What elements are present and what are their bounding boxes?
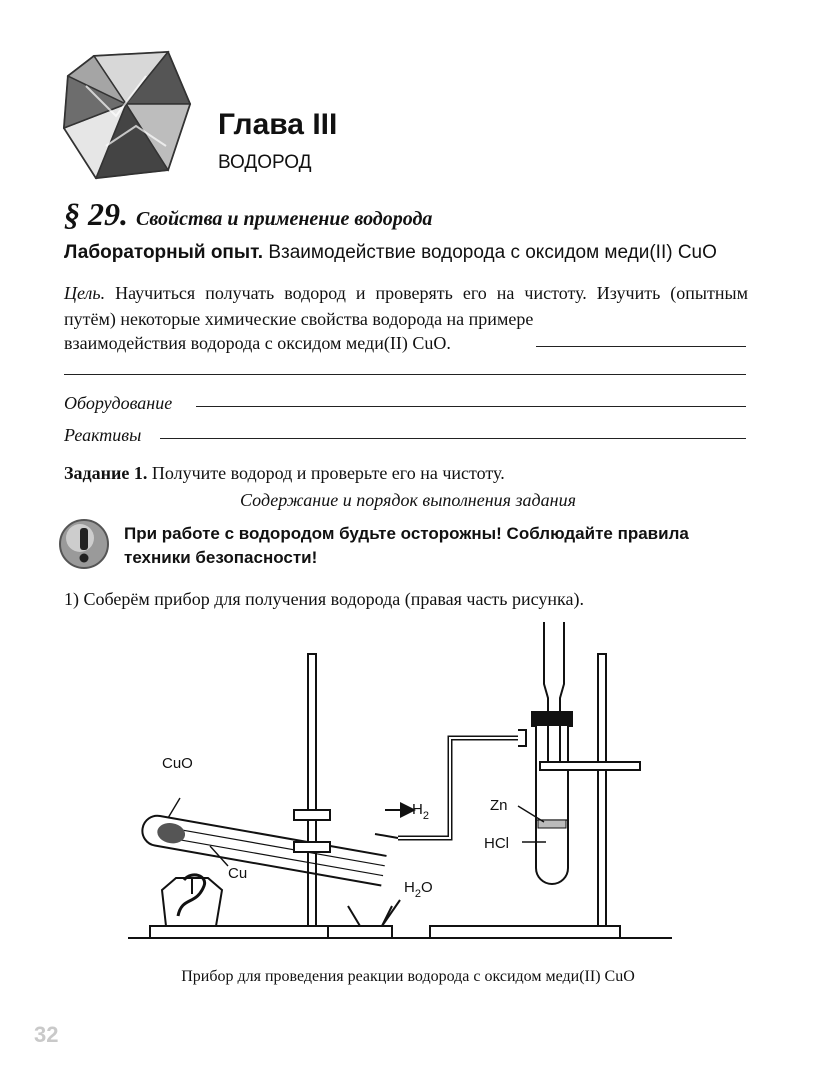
task-label: Задание 1.	[64, 463, 148, 483]
section-title: Свойства и применение водорода	[136, 208, 433, 230]
right-stand-base	[430, 926, 620, 938]
upper-clamp	[294, 810, 330, 820]
lab-label: Лабораторный опыт.	[64, 242, 264, 263]
dish-base	[328, 926, 392, 938]
right-stand-rod	[598, 654, 606, 926]
section-number: § 29.	[64, 196, 128, 232]
lab-title: Взаимодействие водорода с оксидом меди(II) CuO	[268, 242, 717, 263]
lab-heading	[64, 242, 717, 264]
water-dish	[348, 906, 392, 926]
gas-tube-inner	[398, 738, 524, 838]
test-tube-cuo	[140, 813, 386, 885]
exclamation-icon	[58, 518, 110, 570]
task-1	[64, 460, 505, 486]
tube-clamp	[540, 762, 640, 770]
label-h2o-sub: 2	[414, 888, 421, 900]
label-cu: Cu	[228, 865, 248, 882]
reagents-label: Реактивы	[64, 425, 142, 445]
page-number: 32	[34, 1022, 59, 1047]
goal-last-line: взаимодействия водорода с оксидом меди(II) CuO.	[64, 333, 451, 353]
goal-label: Цель.	[64, 283, 106, 303]
label-h2o	[404, 879, 433, 900]
goal-answer-line-2[interactable]	[64, 374, 746, 375]
lower-clamp	[294, 842, 330, 852]
chapter-subtitle: ВОДОРОД	[218, 152, 312, 173]
stopper	[532, 712, 572, 726]
reaction-test-tube	[536, 726, 568, 884]
goal-text: Научиться получать водород и проверять его на чистоту. Изучить (опытным путём) некоторые химические свойства водорода на примере	[64, 283, 748, 329]
reagents-answer-line[interactable]	[160, 438, 746, 439]
contents-heading: Содержание и порядок выполнения задания	[240, 490, 576, 510]
label-cuo: CuO	[162, 755, 193, 772]
label-h2	[412, 801, 429, 822]
warning-text: При работе с водородом будьте осторожны! Соблюдайте правила техники безопасности!	[124, 524, 689, 567]
gas-tube-outer	[398, 738, 524, 838]
step-1: 1) Соберём прибор для получения водорода (правая часть рисунка).	[64, 589, 584, 609]
label-zn: Zn	[490, 797, 508, 814]
label-h2-main: H	[412, 801, 423, 818]
goal-paragraph	[64, 280, 748, 332]
equipment-answer-line[interactable]	[196, 406, 746, 407]
chapter-emblem	[56, 46, 196, 186]
label-hcl: HCl	[484, 835, 509, 852]
equipment-label: Оборудование	[64, 393, 173, 413]
section-heading	[64, 196, 432, 233]
apparatus-figure	[120, 620, 680, 950]
goal-answer-line[interactable]	[536, 346, 746, 347]
chapter-title: Глава III	[218, 108, 338, 141]
left-stand-base	[150, 926, 330, 938]
task-text: Получите водород и проверьте его на чистоту.	[151, 463, 505, 483]
left-stand-rod	[308, 654, 316, 926]
figure-caption: Прибор для проведения реакции водорода с оксидом меди(II) CuO	[181, 968, 635, 985]
label-h2o-end: O	[420, 879, 433, 896]
label-h2o-main: H	[404, 879, 415, 896]
label-h2-sub: 2	[422, 810, 429, 822]
